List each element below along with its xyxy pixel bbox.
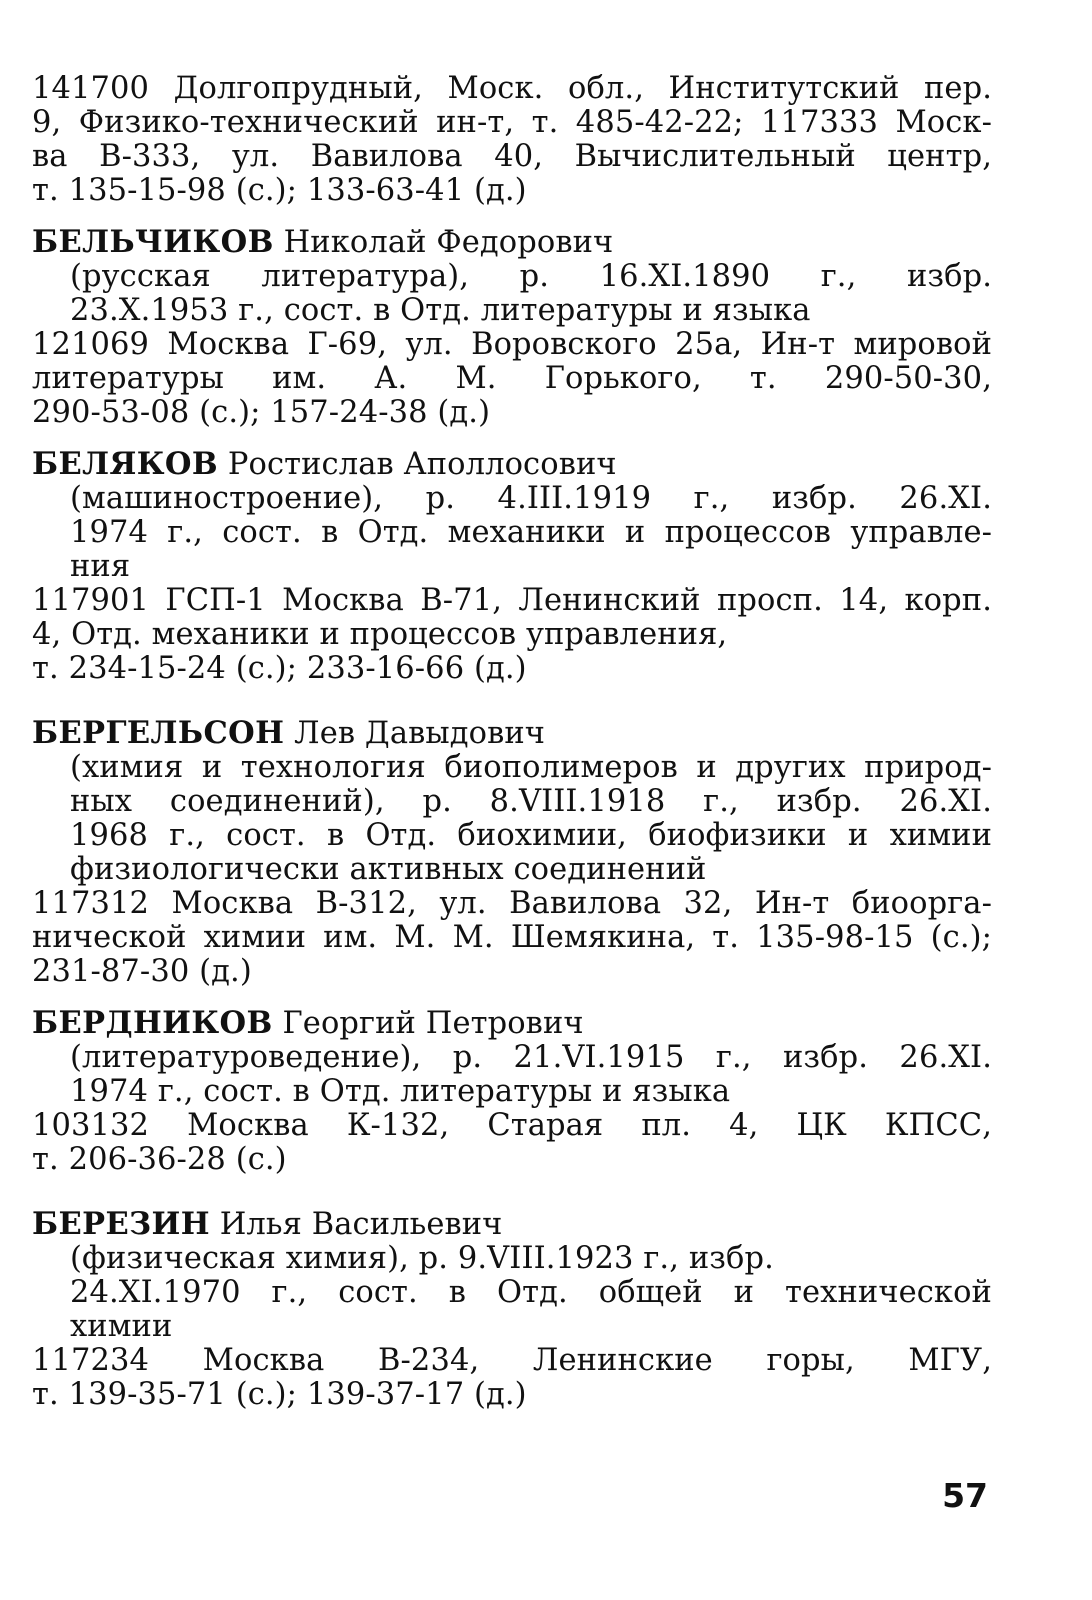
address-line: 9, Физико-технический ин-т, т. 485-42-22; 117333 Моск- — [32, 105, 992, 140]
bio-line: (химия и технология биополимеров и других природ- — [70, 750, 992, 785]
address-line: 117312 Москва В-312, ул. Вавилова 32, Ин-т биоорга- — [32, 886, 992, 921]
entry-heading — [32, 1006, 992, 1041]
entry-heading — [32, 1207, 992, 1242]
entry-surname: БЕЛЯКОВ — [32, 446, 219, 482]
address-line: т. 135-15-98 (с.); 133-63-41 (д.) — [32, 173, 527, 208]
address-line: нической химии им. М. М. Шемякина, т. 135-98-15 (с.); — [32, 920, 992, 955]
bio-line: химии — [70, 1309, 173, 1344]
address-line: ва В-333, ул. Вавилова 40, Вычислительный центр, — [32, 139, 992, 174]
address-line: 103132 Москва К-132, Старая пл. 4, ЦК КПСС, — [32, 1108, 992, 1143]
entry-belchikov — [32, 225, 992, 430]
address-line: 4, Отд. механики и процессов управления, — [32, 617, 728, 652]
address-line: т. 206-36-28 (с.) — [32, 1142, 287, 1177]
entry-continuation — [32, 72, 992, 208]
entry-berdnikov — [32, 1006, 992, 1177]
address-line: 231-87-30 (д.) — [32, 954, 252, 989]
bio-line: 23.X.1953 г., сост. в Отд. литературы и языка — [70, 293, 811, 328]
address-line: 121069 Москва Г-69, ул. Воровского 25а, Ин-т мировой — [32, 327, 992, 362]
entry-berezin — [32, 1207, 992, 1412]
address-line: 290-53-08 (с.); 157-24-38 (д.) — [32, 395, 491, 430]
bio-line: 1974 г., сост. в Отд. литературы и языка — [70, 1074, 731, 1109]
entry-heading — [32, 716, 992, 751]
entry-given-names: Илья Васильевич — [219, 1207, 503, 1242]
bio-line: физиологически активных соединений — [70, 852, 707, 887]
entry-surname: БЕРГЕЛЬСОН — [32, 715, 285, 751]
bio-line: (русская литература), р. 16.XI.1890 г., избр. — [70, 259, 992, 294]
address-line: т. 139-35-71 (с.); 139-37-17 (д.) — [32, 1377, 527, 1412]
entry-given-names: Георгий Петрович — [282, 1006, 584, 1041]
address-line: т. 234-15-24 (с.); 233-16-66 (д.) — [32, 651, 527, 686]
bio-line: 24.XI.1970 г., сост. в Отд. общей и технической — [70, 1275, 992, 1310]
entry-belyakov — [32, 447, 992, 686]
bio-line: 1968 г., сост. в Отд. биохимии, биофизики и химии — [70, 818, 992, 853]
entry-given-names: Николай Федорович — [283, 225, 614, 260]
entry-heading — [32, 225, 992, 260]
entry-bergelson — [32, 716, 992, 989]
entry-given-names: Лев Давыдович — [294, 716, 546, 751]
bio-line: ния — [70, 549, 131, 584]
address-line: 117234 Москва В-234, Ленинские горы, МГУ, — [32, 1343, 992, 1378]
bio-line: (физическая химия), р. 9.VIII.1923 г., избр. — [70, 1241, 774, 1276]
entry-surname: БЕРДНИКОВ — [32, 1005, 273, 1041]
address-line: литературы им. А. М. Горького, т. 290-50-30, — [32, 361, 992, 396]
bio-line: (литературоведение), р. 21.VI.1915 г., избр. 26.XI. — [70, 1040, 992, 1075]
bio-line: (машиностроение), р. 4.III.1919 г., избр. 26.XI. — [70, 481, 992, 516]
address-line: 117901 ГСП-1 Москва В-71, Ленинский просп. 14, корп. — [32, 583, 992, 618]
address-line: 141700 Долгопрудный, Моск. обл., Институтский пер. — [32, 71, 992, 106]
entry-surname: БЕЛЬЧИКОВ — [32, 224, 274, 260]
page-number: 57 — [942, 1476, 988, 1515]
entry-heading — [32, 447, 992, 482]
entry-surname: БЕРЕЗИН — [32, 1206, 210, 1242]
bio-line: 1974 г., сост. в Отд. механики и процессов управле- — [70, 515, 992, 550]
bio-line: ных соединений), р. 8.VIII.1918 г., избр. 26.XI. — [70, 784, 992, 819]
entry-given-names: Ростислав Аполлосович — [227, 447, 617, 482]
directory-page — [32, 72, 992, 1429]
